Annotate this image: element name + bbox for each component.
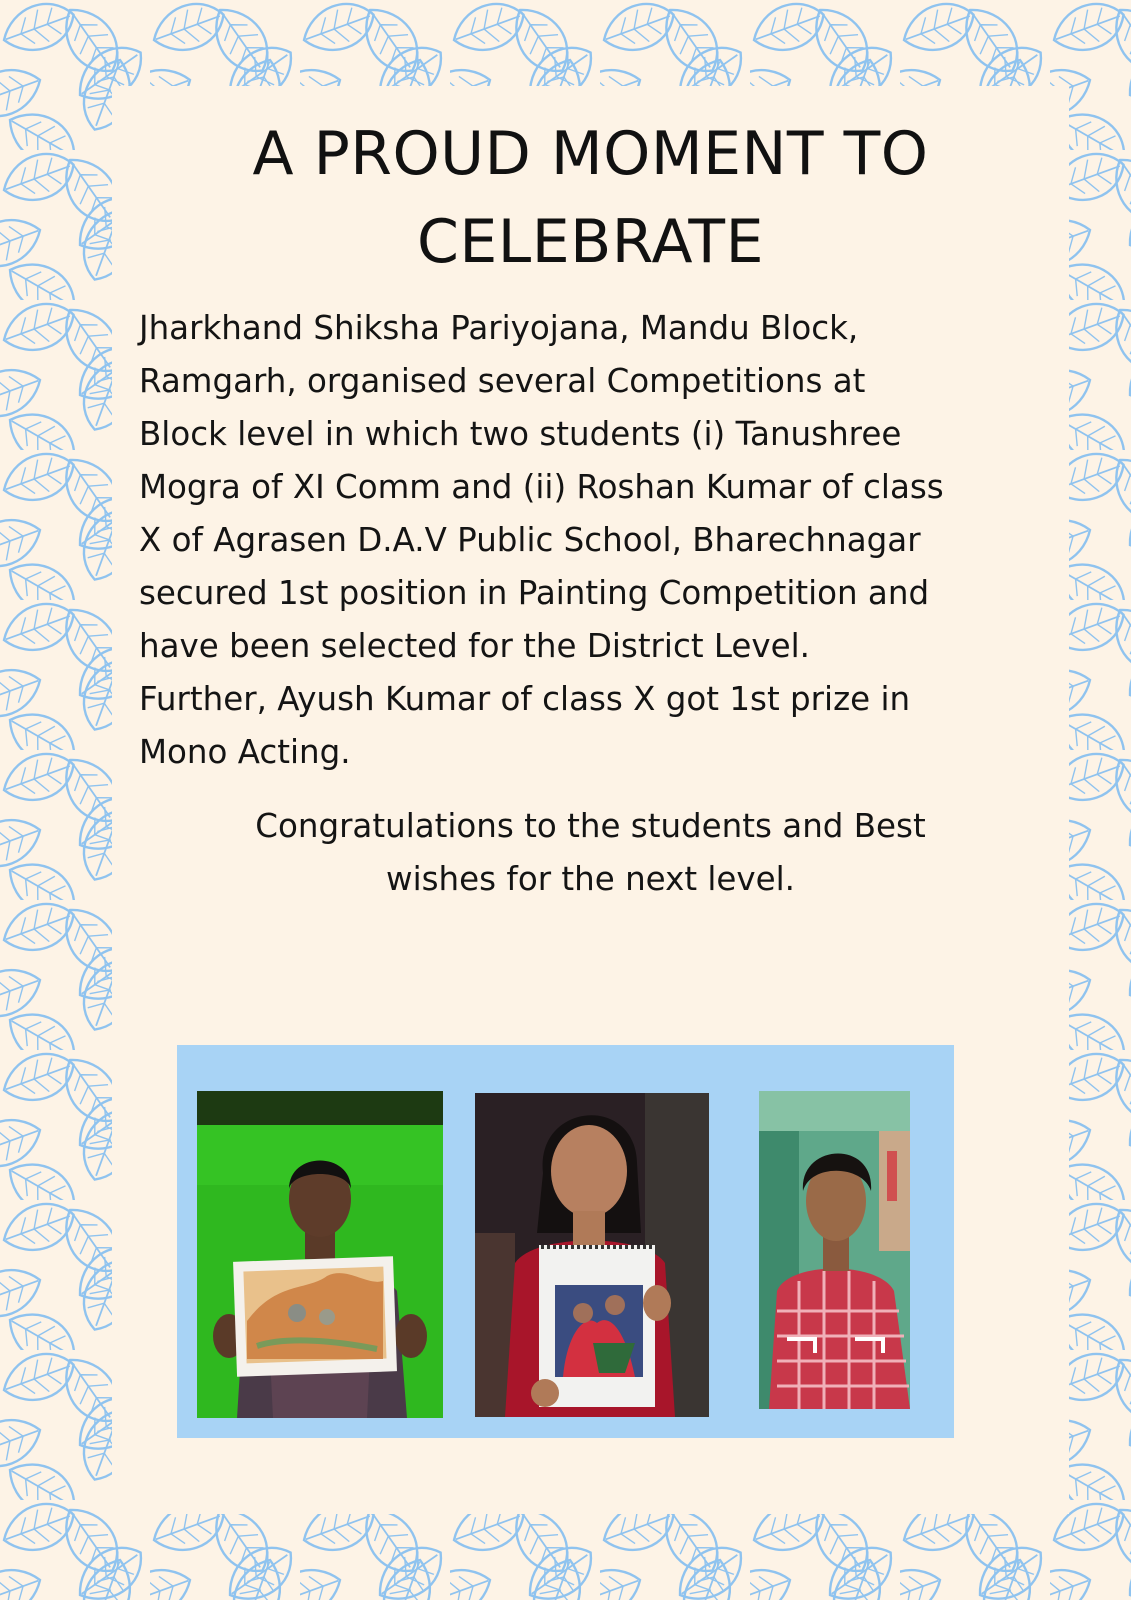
- closing-line: Congratulations to the students and Best: [255, 807, 926, 845]
- roshan-painting-photo: [197, 1091, 443, 1418]
- body-line: Mogra of XI Comm and (ii) Roshan Kumar of class: [139, 468, 944, 506]
- body-line: X of Agrasen D.A.V Public School, Bharechnagar: [139, 521, 921, 559]
- body-line: Ramgarh, organised several Competitions at: [139, 362, 866, 400]
- body-line: Block level in which two students (i) Tanushree: [139, 415, 902, 453]
- body-line: have been selected for the District Level.: [139, 627, 811, 665]
- body-line: Further, Ayush Kumar of class X got 1st prize in: [139, 680, 911, 718]
- congratulations-message: [112, 800, 1069, 906]
- body-line: Mono Acting.: [139, 733, 351, 771]
- title-line-1: A PROUD MOMENT TO: [252, 119, 929, 189]
- closing-line: wishes for the next level.: [385, 860, 796, 898]
- tanushree-painting-photo: [475, 1093, 709, 1417]
- title-line-2: CELEBRATE: [416, 207, 764, 277]
- body-line: secured 1st position in Painting Competition and: [139, 574, 930, 612]
- body-line: Jharkhand Shiksha Pariyojana, Mandu Block,: [139, 309, 859, 347]
- ayush-photo: [759, 1091, 910, 1409]
- announcement-paragraph: [139, 302, 1044, 779]
- page-title: [112, 110, 1069, 286]
